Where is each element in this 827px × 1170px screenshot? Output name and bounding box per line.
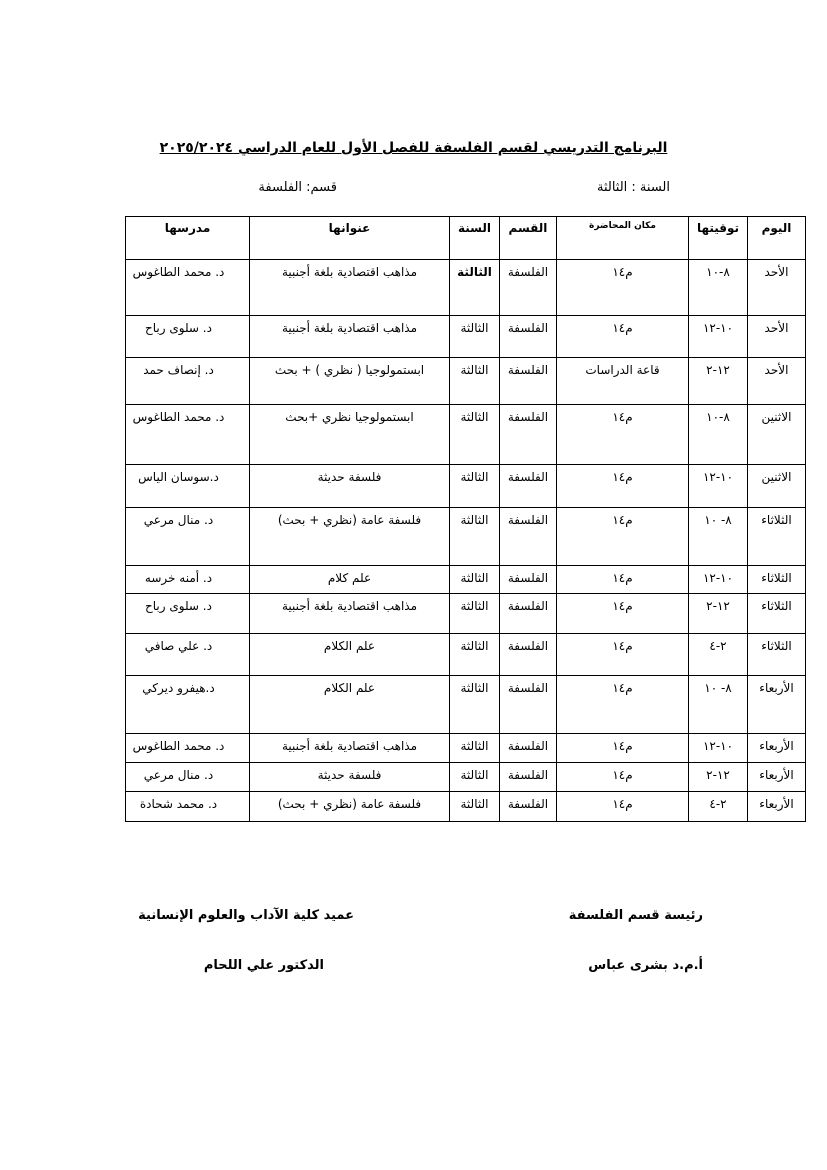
cell-dept: الفلسفة (500, 763, 557, 792)
page-title: البرنامج التدريسي لقسم الفلسفة للفصل الأول للعام الدراسي ٢٠٢٥/٢٠٢٤ (159, 140, 668, 156)
year-label: السنة : الثالثة (596, 180, 670, 195)
cell-time: ١٠-١٢ (689, 465, 748, 508)
cell-teacher: د.سوسان الياس (126, 465, 250, 508)
table-row (126, 465, 806, 508)
cell-subject: فلسفة عامة (نظري + بحث) (250, 508, 450, 566)
cell-subject: مذاهب اقتصادية بلغة أجنبية (250, 594, 450, 634)
cell-subject: فلسفة عامة (نظري + بحث) (250, 792, 450, 822)
cell-dept: الفلسفة (500, 465, 557, 508)
table-row (126, 260, 806, 316)
cell-year: الثالثة (450, 465, 500, 508)
cell-year: الثالثة (450, 763, 500, 792)
dean-title: عميد كلية الآداب والعلوم الإنسانية (138, 908, 354, 923)
department-label: قسم: الفلسفة (258, 180, 337, 195)
cell-place: م١٤ (557, 405, 689, 465)
header-dept: القسم (500, 217, 557, 260)
cell-time: ١٢-٢ (689, 763, 748, 792)
cell-day: الثلاثاء (748, 566, 806, 594)
cell-teacher: د. محمد الطاغوس (126, 734, 250, 763)
cell-subject: مذاهب اقتصادية بلغة أجنبية (250, 316, 450, 358)
cell-day: الأحد (748, 358, 806, 405)
cell-place: م١٤ (557, 676, 689, 734)
cell-year: الثالثة (450, 358, 500, 405)
cell-teacher: د.هيفرو ديركي (126, 676, 250, 734)
cell-day: الأحد (748, 316, 806, 358)
cell-dept: الفلسفة (500, 508, 557, 566)
cell-teacher: د. علي صافي (126, 634, 250, 676)
cell-place: م١٤ (557, 792, 689, 822)
header-year: السنة (450, 217, 500, 260)
cell-day: الثلاثاء (748, 634, 806, 676)
cell-teacher: د. منال مرعي (126, 763, 250, 792)
cell-day: الثلاثاء (748, 508, 806, 566)
cell-time: ١٠-١٢ (689, 316, 748, 358)
cell-teacher: د. محمد شحادة (126, 792, 250, 822)
table-row (126, 676, 806, 734)
table-row (126, 634, 806, 676)
cell-dept: الفلسفة (500, 792, 557, 822)
cell-time: ١٠-١٢ (689, 734, 748, 763)
cell-time: ٨-١٠ (689, 260, 748, 316)
cell-subject: مذاهب اقتصادية بلغة أجنبية (250, 260, 450, 316)
cell-place: م١٤ (557, 734, 689, 763)
cell-subject: علم الكلام (250, 676, 450, 734)
cell-year: الثالثة (450, 634, 500, 676)
header-time: توقيتها (689, 217, 748, 260)
cell-day: الأحد (748, 260, 806, 316)
cell-dept: الفلسفة (500, 566, 557, 594)
cell-teacher: د. إنصاف حمد (126, 358, 250, 405)
cell-dept: الفلسفة (500, 358, 557, 405)
cell-subject: ابستمولوجيا نظري +بحث (250, 405, 450, 465)
table-header-row (126, 217, 806, 260)
cell-subject: علم الكلام (250, 634, 450, 676)
cell-year: الثالثة (450, 734, 500, 763)
cell-day: الاثنين (748, 405, 806, 465)
cell-dept: الفلسفة (500, 316, 557, 358)
table-row (126, 594, 806, 634)
cell-teacher: د. محمد الطاغوس (126, 260, 250, 316)
cell-place: م١٤ (557, 316, 689, 358)
cell-time: ١٢-٢ (689, 358, 748, 405)
cell-dept: الفلسفة (500, 594, 557, 634)
cell-dept: الفلسفة (500, 634, 557, 676)
cell-place: م١٤ (557, 508, 689, 566)
dean-name: الدكتور علي اللحام (203, 958, 324, 973)
cell-subject: مذاهب اقتصادية بلغة أجنبية (250, 734, 450, 763)
cell-day: الأربعاء (748, 763, 806, 792)
cell-year: الثالثة (450, 508, 500, 566)
cell-year: الثالثة (450, 594, 500, 634)
cell-subject: فلسفة حديثة (250, 763, 450, 792)
cell-dept: الفلسفة (500, 260, 557, 316)
cell-day: الاثنين (748, 465, 806, 508)
cell-teacher: د. منال مرعي (126, 508, 250, 566)
schedule-table (125, 216, 806, 822)
table-row (126, 763, 806, 792)
cell-dept: الفلسفة (500, 676, 557, 734)
cell-year: الثالثة (450, 792, 500, 822)
cell-day: الأربعاء (748, 734, 806, 763)
cell-year: الثالثة (450, 316, 500, 358)
header-teacher: مدرسها (126, 217, 250, 260)
cell-time: ٢-٤ (689, 792, 748, 822)
cell-place: م١٤ (557, 566, 689, 594)
cell-teacher: د. أمنه خرسه (126, 566, 250, 594)
table-row (126, 566, 806, 594)
cell-day: الأربعاء (748, 676, 806, 734)
table-row (126, 405, 806, 465)
cell-subject: علم كلام (250, 566, 450, 594)
cell-place: قاعة الدراسات (557, 358, 689, 405)
table-row (126, 358, 806, 405)
head-name: أ.م.د بشرى عباس (588, 958, 703, 973)
head-title: رئيسة قسم الفلسفة (568, 908, 703, 923)
cell-year: الثالثة (450, 676, 500, 734)
cell-dept: الفلسفة (500, 405, 557, 465)
cell-year: الثالثة (450, 405, 500, 465)
cell-time: ٨- ١٠ (689, 508, 748, 566)
cell-dept: الفلسفة (500, 734, 557, 763)
cell-place: م١٤ (557, 763, 689, 792)
cell-time: ٨- ١٠ (689, 676, 748, 734)
cell-place: م١٤ (557, 634, 689, 676)
cell-time: ١٢-٢ (689, 594, 748, 634)
header-place: مكان المحاضرة (557, 217, 689, 260)
cell-place: م١٤ (557, 260, 689, 316)
cell-day: الأربعاء (748, 792, 806, 822)
table-row (126, 792, 806, 822)
cell-day: الثلاثاء (748, 594, 806, 634)
cell-place: م١٤ (557, 465, 689, 508)
cell-time: ١٠-١٢ (689, 566, 748, 594)
cell-subject: ابستمولوجيا ( نظري ) + بحث (250, 358, 450, 405)
cell-time: ٢-٤ (689, 634, 748, 676)
cell-teacher: د. محمد الطاغوس (126, 405, 250, 465)
cell-teacher: د. سلوى رباح (126, 316, 250, 358)
header-day: اليوم (748, 217, 806, 260)
cell-time: ٨-١٠ (689, 405, 748, 465)
table-row (126, 734, 806, 763)
header-subject: عنوانها (250, 217, 450, 260)
cell-place: م١٤ (557, 594, 689, 634)
cell-year: الثالثة (450, 566, 500, 594)
cell-teacher: د. سلوى رباح (126, 594, 250, 634)
cell-year: الثالثة (450, 260, 500, 316)
table-row (126, 316, 806, 358)
cell-subject: فلسفة حديثة (250, 465, 450, 508)
table-row (126, 508, 806, 566)
